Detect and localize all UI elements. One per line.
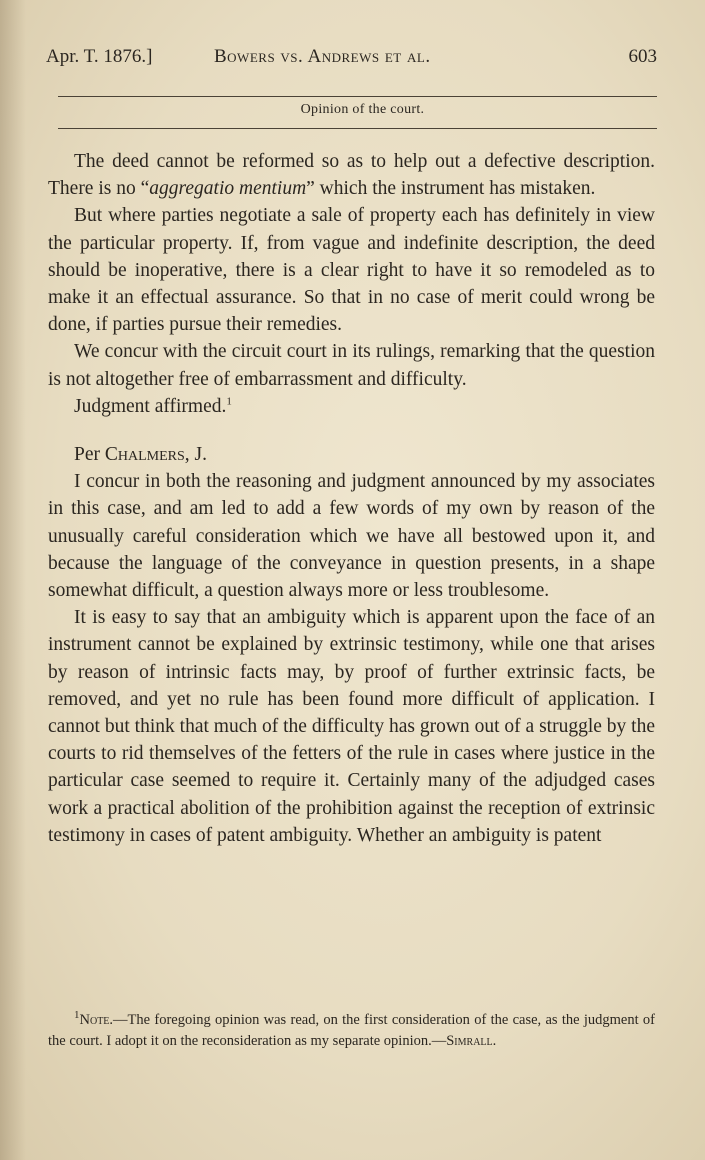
header-rule-top — [58, 96, 657, 97]
justice-name: Chalmers — [104, 444, 185, 466]
footnote-mark: 1 — [226, 395, 232, 408]
running-head — [46, 46, 657, 76]
separate-opinion-heading: Per Chalmers, J. — [74, 444, 207, 466]
section-heading: Opinion of the court. — [300, 102, 425, 117]
paragraph: But where parties negotiate a sale of property each has definitely in view the particular property. If, from vague and indefinite description, the deed should be inoperative, there is a clear right to have it so remodeled as to make it an effectual assurance. So that in no case of merit could wrong be done, if parties pursue their remedies. — [48, 205, 655, 336]
paragraph: It is easy to say that an ambiguity which is apparent upon the face of an instrument cannot be explained by extrinsic testimony, while one that arises by reason of intrinsic facts may, by proof of further extrinsic facts, be removed, and yet no rule has been found more difficult of application. I cannot but think that much of the difficulty has grown out of a struggle by the courts to rid themselves of the fetters of the rule in cases where justice in the particular case seemed to require it. Certainly many of the adjudged cases work a practical abolition of the prohibition against the reception of extrinsic testimony in cases of patent ambiguity. Whether an ambiguity is patent — [48, 607, 655, 846]
term-date: Apr. T. 1876.] — [46, 46, 153, 67]
paragraph: We concur with the circuit court in its rulings, remarking that the question is not altogether free of embarrassment and difficulty. — [48, 341, 655, 390]
footnote-number: 1 — [74, 1009, 80, 1022]
latin-phrase: aggregatio mentium — [149, 178, 307, 200]
footnote: $^1$Note.—The foregoing opinion was read, on the first consideration of the case, as the judgment of the court. I adopt it on the reconsideration as my separate opinion.—Simrall. — [48, 1009, 655, 1049]
header-rule-bottom — [58, 128, 657, 129]
opinion-body — [48, 148, 655, 849]
footnote-label: Note — [79, 1012, 110, 1028]
footnote-signature: Simrall. — [446, 1033, 497, 1049]
paragraph: The deed cannot be reformed so as to help out a defective description. There is no “aggregatio mentium” which the instrument has mistaken. — [48, 151, 655, 200]
paragraph: I concur in both the reasoning and judgment announced by my associates in this case, and am led to add a few words of my own by reason of the unusually careful consideration which we have all bestowed upon it, and because the language of the conveyance in question presents, in a shape somewhat difficult, a question always more or less troublesome. — [48, 471, 655, 602]
judgment-line: Judgment affirmed.$^1$ — [74, 395, 232, 417]
page-number: 603 — [628, 46, 657, 67]
case-title: Bowers vs. Andrews et al. — [214, 46, 431, 67]
